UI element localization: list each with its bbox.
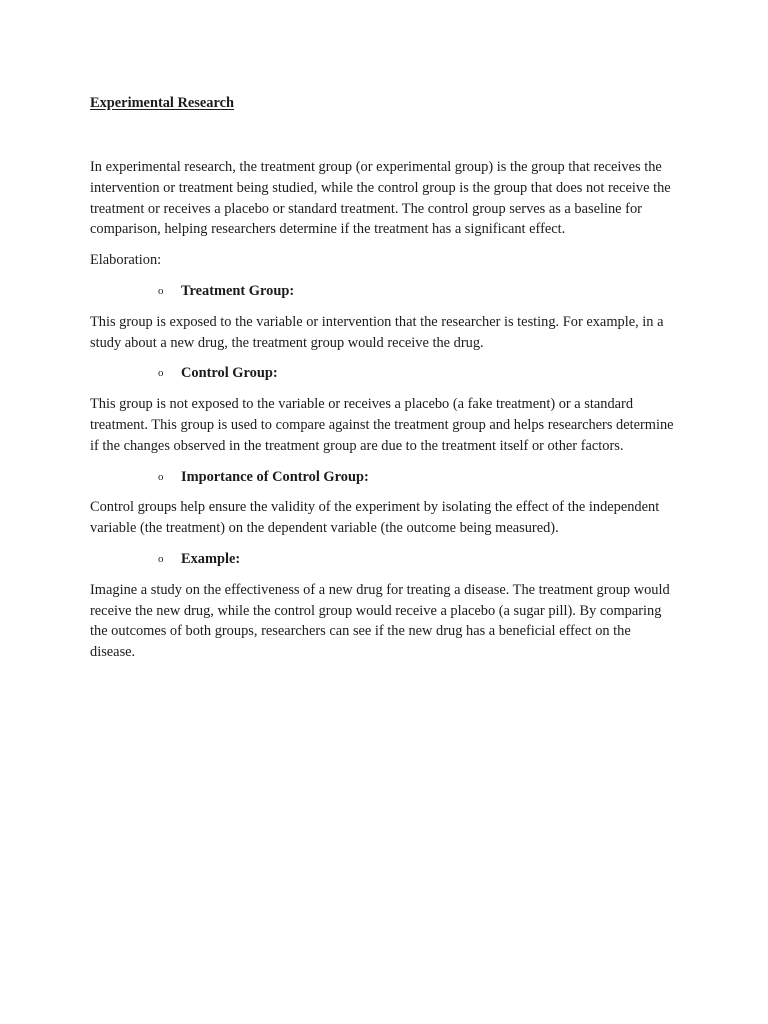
section-heading-treatment-group	[90, 281, 678, 302]
section-heading-importance-of-control-group	[90, 467, 678, 488]
section-body-control-group: This group is not exposed to the variable or receives a placebo (a fake treatment) or a standard treatment. This group is used to compare against the treatment group and helps researchers determine if the changes observed in the treatment group are due to the treatment itself or other factors.	[90, 396, 674, 454]
section-body-example: Imagine a study on the effectiveness of a new drug for treating a disease. The treatment group would receive the new drug, while the control group would receive a placebo (a sugar pill). By comparing the outcomes of both groups, researchers can see if the new drug has a beneficial effect on the disease.	[90, 581, 670, 661]
section-heading-label: Control Group:	[181, 365, 278, 382]
document-title: Experimental Research	[90, 95, 235, 111]
section-heading-label: Example:	[181, 550, 241, 567]
intro-paragraph: In experimental research, the treatment group (or experimental group) is the group that receives the intervention or treatment being studied, while the control group is the group that does not receive the treatment or receives a placebo or standard treatment. The control group serves as a baseline for comparison, helping researchers determine if the treatment has a significant effect.	[90, 159, 671, 238]
section-heading-label: Treatment Group:	[181, 282, 295, 299]
section-body-importance-of-control-group: Control groups help ensure the validity of the experiment by isolating the effect of the independent variable (the treatment) on the dependent variable (the outcome being measured).	[90, 499, 660, 537]
circle-bullet-icon: o	[158, 552, 164, 565]
circle-bullet-icon: o	[158, 470, 164, 483]
section-heading-control-group	[90, 363, 678, 384]
section-body-treatment-group: This group is exposed to the variable or intervention that the researcher is testing. For example, in a study about a new drug, the treatment group would receive the drug.	[90, 313, 664, 351]
circle-bullet-icon: o	[158, 367, 164, 380]
section-heading-label: Importance of Control Group:	[181, 468, 369, 485]
elaboration-label: Elaboration:	[90, 252, 162, 269]
section-heading-example	[90, 549, 678, 570]
circle-bullet-icon: o	[158, 284, 164, 297]
document-content	[90, 94, 678, 663]
